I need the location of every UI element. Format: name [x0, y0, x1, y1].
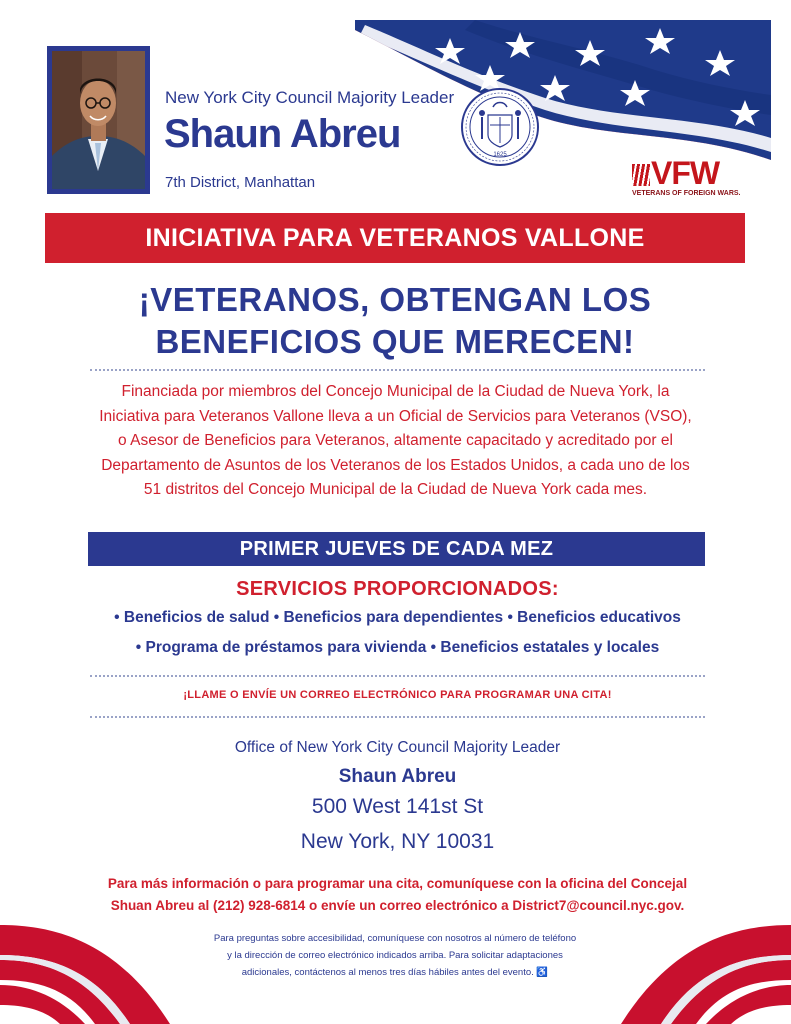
program-banner: INICIATIVA PARA VETERANOS VALLONE: [45, 213, 745, 263]
schedule-banner: PRIMER JUEVES DE CADA MEZ: [88, 532, 705, 566]
nyc-seal-logo: [460, 87, 540, 167]
accessibility-note: [160, 930, 630, 981]
wheelchair-icon: ♿: [536, 967, 549, 978]
vfw-logo: [632, 157, 748, 197]
office-title: Office of New York City Council Majority Leader: [234, 739, 561, 756]
services-line-2: • Programa de préstamos para vivienda • Beneficios estatales y locales: [135, 639, 660, 656]
accessibility-line-1: Para preguntas sobre accesibilidad, comuníquese con nosotros al número de teléfono: [213, 933, 577, 944]
description-line: Iniciativa para Veteranos Vallone lleva a un Oficial de Servicios para Veteranos (VSO),: [99, 407, 692, 425]
dotted-divider: [90, 716, 705, 718]
portrait-photo: [52, 51, 145, 189]
leader-title: New York City Council Majority Leader: [165, 88, 455, 107]
leader-name: Shaun Abreu: [164, 112, 401, 156]
headline: [40, 279, 750, 363]
description-line: 51 distritos del Concejo Municipal de la Ciudad de Nueva York cada mes.: [143, 481, 648, 498]
contact-line-2: Shuan Abreu al (212) 928-6814 o envíe un correo electrónico a District7@council.nyc.gov.: [110, 898, 685, 913]
vfw-letters: VFW: [651, 155, 720, 191]
services-line-1: • Beneficios de salud • Beneficios para dependientes • Beneficios educativos: [114, 609, 681, 626]
dotted-divider: [90, 369, 705, 371]
vfw-mark: [632, 157, 748, 189]
seal-year: 1625: [493, 152, 507, 158]
district-label: 7th District, Manhattan: [165, 174, 316, 191]
description-line: Departamento de Asuntos de los Veteranos de los Estados Unidos, a cada uno de los: [101, 456, 690, 474]
services-title: SERVICIOS PROPORCIONADOS:: [236, 578, 559, 600]
headline-line-2: BENEFICIOS QUE MERECEN!: [155, 323, 635, 360]
headline-line-1: ¡VETERANOS, OBTENGAN LOS: [138, 281, 652, 318]
office-city: New York, NY 10031: [300, 830, 495, 853]
vfw-subtitle: VETERANS OF FOREIGN WARS.: [632, 190, 741, 197]
description-paragraph: [78, 380, 713, 503]
accessibility-line-2: y la dirección de correo electrónico indicados arriba. Para solicitar adaptaciones: [227, 950, 563, 961]
description-line: Financiada por miembros del Concejo Municipal de la Ciudad de Nueva York, la: [121, 383, 670, 400]
office-name: Shaun Abreu: [338, 766, 457, 787]
contact-line-1: Para más información o para programar una cita, comuníquese con la oficina del Concejal: [107, 876, 688, 891]
accessibility-line-3: [160, 964, 630, 981]
dotted-divider: [90, 675, 705, 677]
call-to-action: ¡LLAME O ENVÍE UN CORREO ELECTRÓNICO PARA PROGRAMAR UNA CITA!: [183, 689, 612, 701]
office-street: 500 West 141st St: [311, 795, 484, 818]
description-line: o Asesor de Beneficios para Veteranos, altamente capacitado y acreditado por el: [118, 432, 673, 449]
accessibility-line-3-text: adicionales, contáctenos al menos tres días hábiles antes del evento.: [241, 967, 534, 978]
